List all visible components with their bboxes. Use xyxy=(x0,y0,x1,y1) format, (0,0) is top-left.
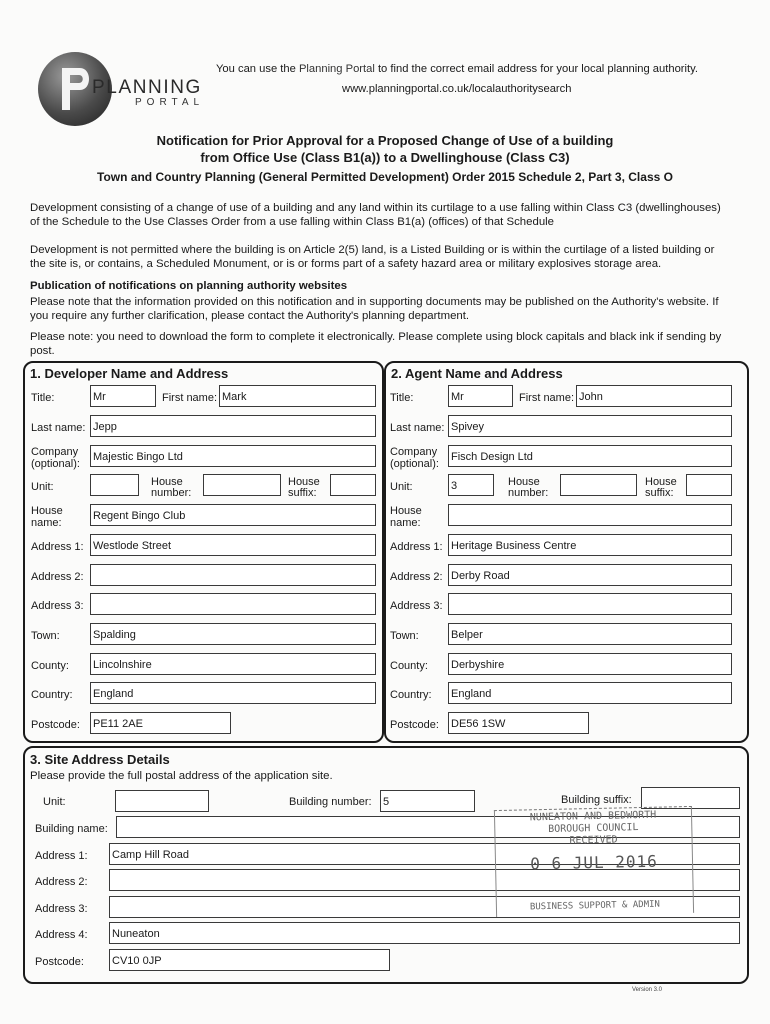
agent-company-label-1: Company xyxy=(390,446,438,458)
logo-title: PLANNING xyxy=(92,77,202,98)
dev-country-label: Country: xyxy=(31,689,73,701)
dev-company-label-1: Company xyxy=(31,446,79,458)
dev-company-label-2: (optional): xyxy=(31,458,80,470)
site-address1-label: Address 1: xyxy=(35,850,88,862)
publication-heading: Publication of notifications on planning authority websites xyxy=(30,280,348,292)
agent-address1-field[interactable]: Heritage Business Centre xyxy=(448,534,732,556)
agent-address3-field[interactable] xyxy=(448,593,732,615)
site-unit-field[interactable] xyxy=(115,790,209,812)
planning-portal-link[interactable]: Planning Portal xyxy=(298,63,375,75)
agent-county-field[interactable]: Derbyshire xyxy=(448,653,732,675)
intro-p1-line2: of the Schedule to the Use Classes Order from a use falling within Class B1(a) (offices) of that Schedule xyxy=(30,216,555,228)
intro-p2-line1: Development is not permitted where the building is on Article 2(5) land, is a Listed Building or is within the curtilage of a listed building or xyxy=(30,244,715,256)
agent-country-label: Country: xyxy=(390,689,432,701)
dev-title-label: Title: xyxy=(31,392,55,404)
agent-house-name-label-2: name: xyxy=(390,517,421,529)
agent-town-label: Town: xyxy=(390,630,419,642)
agent-last-name-label: Last name: xyxy=(390,422,445,434)
intro-p1-line1: Development consisting of a change of use of a building and any land within its curtilage to a use falling within Class C3 (dwellinghouses) xyxy=(30,202,721,214)
dev-house-number-field[interactable] xyxy=(203,474,281,496)
dev-county-field[interactable]: Lincolnshire xyxy=(90,653,376,675)
portal-info-text: You can use the Planning Portal to find the correct email address for your local planning authority. xyxy=(216,63,698,75)
agent-unit-label: Unit: xyxy=(390,481,413,493)
dev-address2-label: Address 2: xyxy=(31,571,84,583)
agent-house-suffix-label-1: House xyxy=(645,476,677,488)
stamp-council-line2: BOROUGH COUNCIL xyxy=(548,822,639,835)
dev-address1-label: Address 1: xyxy=(31,541,84,553)
agent-house-suffix-field[interactable] xyxy=(686,474,732,496)
agent-unit-field[interactable]: 3 xyxy=(448,474,494,496)
site-building-name-label: Building name: xyxy=(35,823,108,835)
agent-town-field[interactable]: Belper xyxy=(448,623,732,645)
dev-address1-field[interactable]: Westlode Street xyxy=(90,534,376,556)
intro-p3-line1: Please note that the information provided on this notification and in supporting documents may be published on the Authority's website. If xyxy=(30,296,719,308)
dev-town-label: Town: xyxy=(31,630,60,642)
agent-address2-label: Address 2: xyxy=(390,571,443,583)
dev-unit-field[interactable] xyxy=(90,474,139,496)
dev-postcode-field[interactable]: PE11 2AE xyxy=(90,712,231,734)
developer-heading: 1. Developer Name and Address xyxy=(30,366,229,381)
dev-town-field[interactable]: Spalding xyxy=(90,623,376,645)
received-stamp xyxy=(494,806,694,917)
authority-search-url[interactable]: www.planningportal.co.uk/localauthoritysearch xyxy=(342,83,572,95)
dev-unit-label: Unit: xyxy=(31,481,54,493)
dev-address3-field[interactable] xyxy=(90,593,376,615)
dev-house-suffix-label-1: House xyxy=(288,476,320,488)
agent-house-number-label-1: House xyxy=(508,476,540,488)
intro-p4-line1: Please note: you need to download the form to complete it electronically. Please complete using block capitals and black ink if sending by xyxy=(30,331,722,343)
dev-company-field[interactable]: Majestic Bingo Ltd xyxy=(90,445,376,467)
stamp-date: 0 6 JUL 2016 xyxy=(530,851,659,874)
agent-title-label: Title: xyxy=(390,392,414,404)
agent-postcode-field[interactable]: DE56 1SW xyxy=(448,712,589,734)
site-subheading: Please provide the full postal address of the application site. xyxy=(30,770,333,782)
site-address1-field[interactable]: Camp Hill Road xyxy=(109,843,740,865)
dev-country-field[interactable]: England xyxy=(90,682,376,704)
agent-heading: 2. Agent Name and Address xyxy=(391,366,563,381)
agent-last-name-field[interactable]: Spivey xyxy=(448,415,732,437)
agent-company-label-2: (optional): xyxy=(390,458,439,470)
stamp-department: BUSINESS SUPPORT & ADMIN xyxy=(529,899,661,913)
stamp-council-line1: NUNEATON AND BEDWORTH xyxy=(529,809,657,824)
agent-house-suffix-label-2: suffix: xyxy=(645,487,674,499)
dev-first-name-field[interactable]: Mark xyxy=(219,385,376,407)
agent-county-label: County: xyxy=(390,660,428,672)
agent-first-name-label: First name: xyxy=(519,392,575,404)
dev-last-name-field[interactable]: Jepp xyxy=(90,415,376,437)
form-title-line3: Town and Country Planning (General Permitted Development) Order 2015 Schedule 2, Part 3, Class O xyxy=(97,170,673,184)
dev-house-suffix-label-2: suffix: xyxy=(288,487,317,499)
agent-house-number-label-2: number: xyxy=(508,487,549,499)
site-building-suffix-label: Building suffix: xyxy=(561,794,632,806)
site-address4-field[interactable]: Nuneaton xyxy=(109,922,740,944)
intro-p2-line2: the site is, or contains, a Scheduled Monument, or is or forms part of a safety hazard area or military explosives storage area. xyxy=(30,258,662,270)
agent-country-field[interactable]: England xyxy=(448,682,732,704)
dev-title-field[interactable]: Mr xyxy=(90,385,156,407)
form-title-line2: from Office Use (Class B1(a)) to a Dwellinghouse (Class C3) xyxy=(200,150,570,165)
dev-house-name-field[interactable]: Regent Bingo Club xyxy=(90,504,376,526)
dev-house-name-label-1: House xyxy=(31,505,63,517)
intro-p3-line2: you require any further clarification, please contact the Authority's planning department. xyxy=(30,310,470,322)
dev-address2-field[interactable] xyxy=(90,564,376,586)
site-heading: 3. Site Address Details xyxy=(30,752,170,767)
site-building-number-label: Building number: xyxy=(289,796,372,808)
agent-title-field[interactable]: Mr xyxy=(448,385,513,407)
dev-house-number-label-1: House xyxy=(151,476,183,488)
site-postcode-label: Postcode: xyxy=(35,956,84,968)
site-address2-label: Address 2: xyxy=(35,876,88,888)
dev-house-suffix-field[interactable] xyxy=(330,474,376,496)
site-address3-label: Address 3: xyxy=(35,903,88,915)
agent-address1-label: Address 1: xyxy=(390,541,443,553)
stamp-received: RECEIVED xyxy=(569,834,618,847)
agent-company-field[interactable]: Fisch Design Ltd xyxy=(448,445,732,467)
dev-house-name-label-2: name: xyxy=(31,517,62,529)
logo-subtitle: PORTAL xyxy=(135,97,205,108)
agent-house-number-field[interactable] xyxy=(560,474,637,496)
form-title-line1: Notification for Prior Approval for a Proposed Change of Use of a building xyxy=(156,133,614,148)
intro-p4-line2: post. xyxy=(30,345,55,357)
agent-postcode-label: Postcode: xyxy=(390,719,439,731)
site-unit-label: Unit: xyxy=(43,796,66,808)
site-address4-label: Address 4: xyxy=(35,929,88,941)
dev-county-label: County: xyxy=(31,660,69,672)
dev-address3-label: Address 3: xyxy=(31,600,84,612)
agent-first-name-field[interactable]: John xyxy=(576,385,732,407)
site-building-number-field[interactable]: 5 xyxy=(380,790,475,812)
agent-house-name-field[interactable] xyxy=(448,504,732,526)
agent-address2-field[interactable]: Derby Road xyxy=(448,564,732,586)
dev-postcode-label: Postcode: xyxy=(31,719,80,731)
agent-address3-label: Address 3: xyxy=(390,600,443,612)
dev-last-name-label: Last name: xyxy=(31,422,86,434)
dev-first-name-label: First name: xyxy=(162,392,218,404)
dev-house-number-label-2: number: xyxy=(151,487,192,499)
agent-house-name-label-1: House xyxy=(390,505,422,517)
version-label: Version 3.0 xyxy=(632,987,663,993)
site-postcode-field[interactable]: CV10 0JP xyxy=(109,949,390,971)
